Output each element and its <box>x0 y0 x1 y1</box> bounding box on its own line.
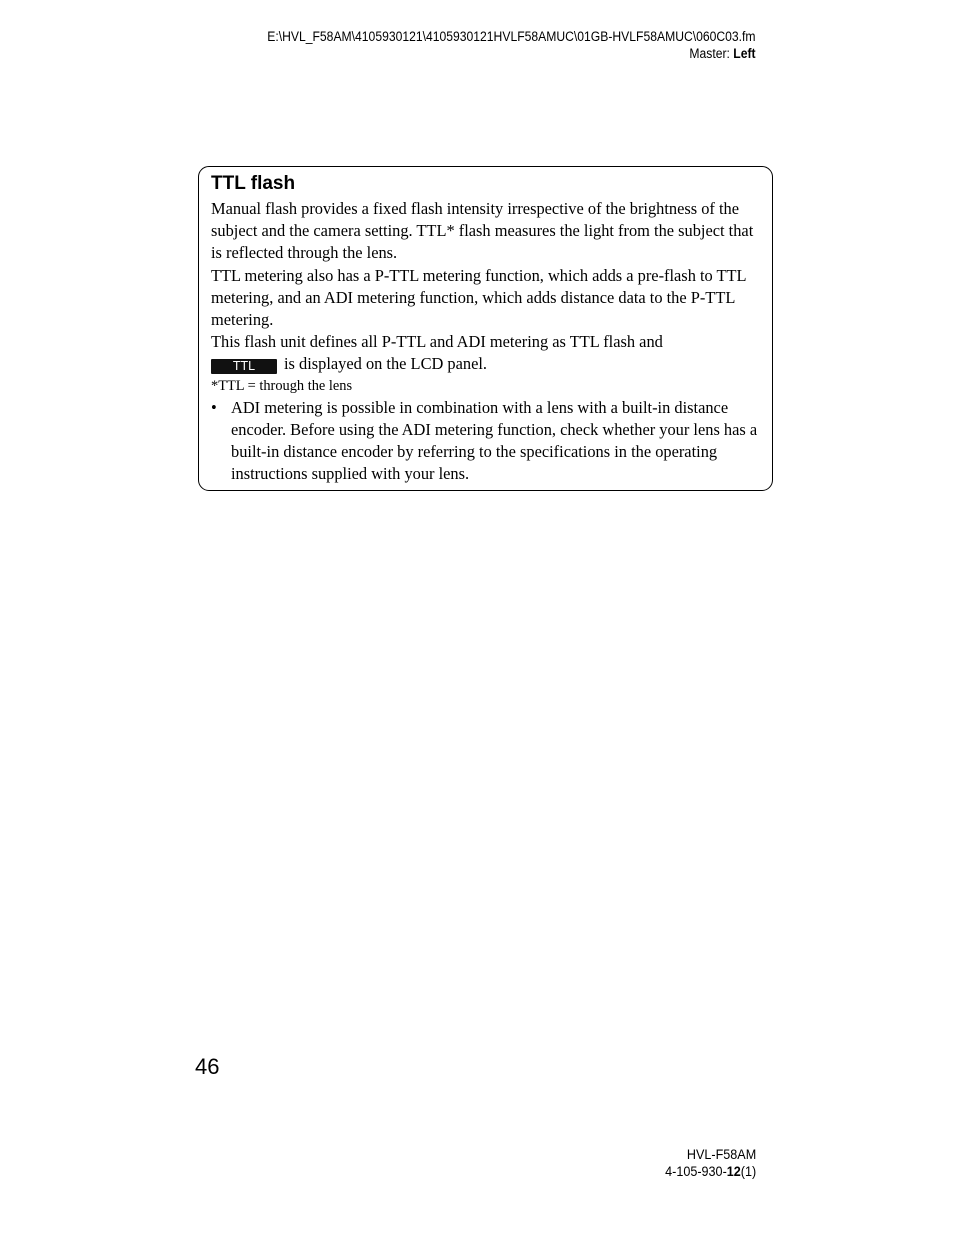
footnote: *TTL = through the lens <box>211 377 353 394</box>
code-bold: 12 <box>726 1163 741 1179</box>
bullet-text: ADI metering is possible in combination with a lens with a built-in distance encoder. Before using the ADI metering function, check whether your lens has a built-in distance encoder by referring to the specifications in the operating instructions supplied with your lens. <box>231 397 758 484</box>
model-name: HVL-F58AM <box>686 1146 756 1162</box>
master-value: Left <box>733 46 756 61</box>
section-body <box>211 198 763 485</box>
paragraph-definition-end: is displayed on the LCD panel. <box>284 354 488 374</box>
footer <box>665 1146 756 1180</box>
ttl-lcd-icon: TTL <box>211 359 277 374</box>
page-number: 46 <box>195 1054 220 1079</box>
master-label <box>268 45 756 62</box>
paragraph-manual-flash: Manual flash provides a fixed flash intensity irrespective of the brightness of the subject and the camera setting. TTL* flash measures the light from the subject that is reflected through the lens. <box>211 199 754 263</box>
file-path-header <box>268 28 756 62</box>
code-suffix: (1) <box>740 1163 756 1179</box>
paragraph-ttl-metering: TTL metering also has a P-TTL metering function, which adds a pre-flash to TTL metering, and an ADI metering function, which adds distance data to the P-TTL metering. <box>211 265 746 330</box>
file-path: E:\HVL_F58AM\4105930121\4105930121HVLF58AMUC\01GB-HVLF58AMUC\060C03.fm <box>267 29 756 44</box>
bullet-mark: • <box>211 397 217 417</box>
paragraph-definition <box>211 331 763 375</box>
document-code <box>665 1163 756 1180</box>
section-title: TTL flash <box>211 173 296 194</box>
master-prefix: Master: <box>689 46 734 61</box>
paragraph-definition-text: This flash unit defines all P-TTL and ADI metering as TTL flash and <box>211 332 663 352</box>
ttl-flash-box <box>198 166 773 491</box>
code-prefix: 4-105-930- <box>664 1163 727 1179</box>
bullet-item <box>211 397 763 486</box>
